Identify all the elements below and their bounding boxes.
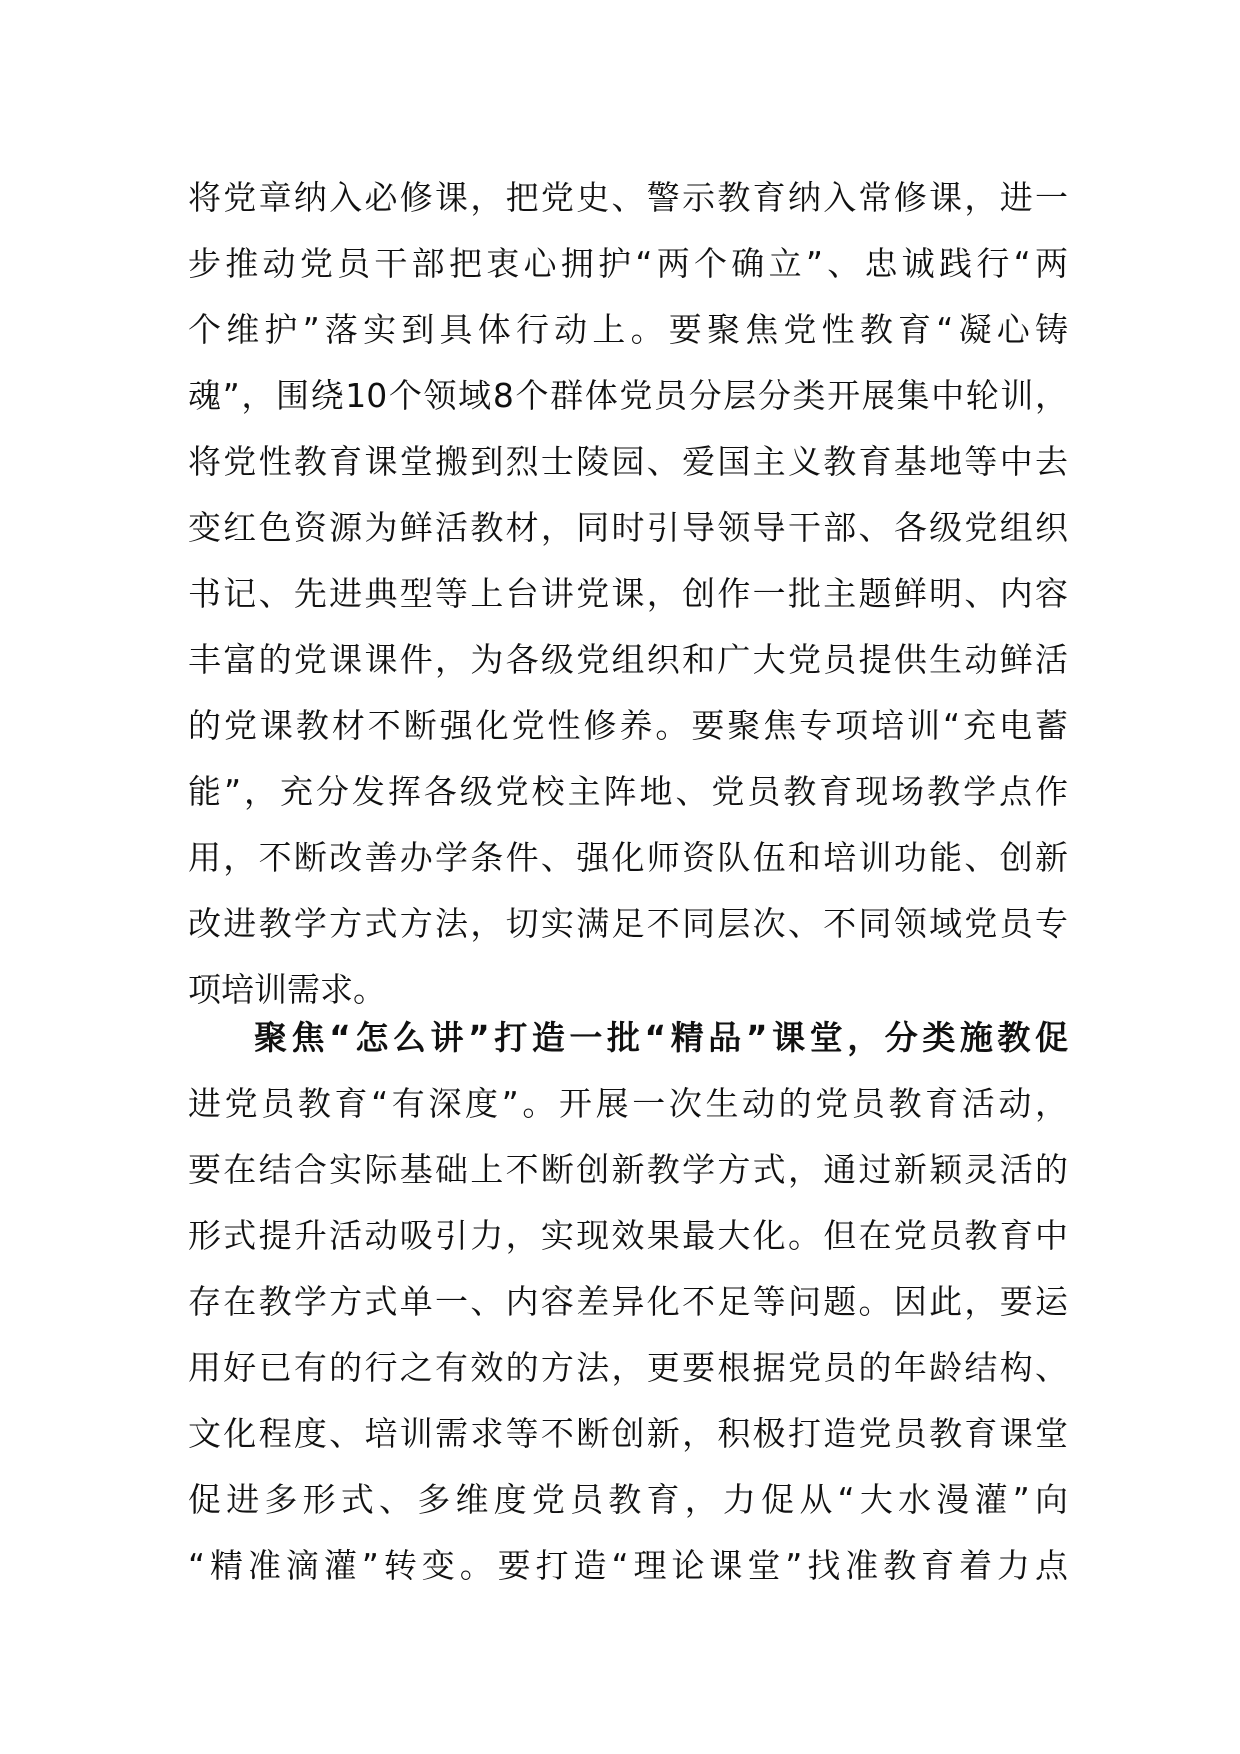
paragraph-heading-line: 聚焦“怎么讲”打造一批“精品”课堂，分类施教促: [254, 1018, 1068, 1057]
paragraph-line: 将党性教育课堂搬到烈士陵园、爱国主义教育基地等中去: [188, 442, 1068, 481]
paragraph-line: 步推动党员干部把衷心拥护“两个确立”、忠诚践行“两: [188, 244, 1068, 283]
paragraph-line: 书记、先进典型等上台讲党课，创作一批主题鲜明、内容: [188, 574, 1068, 613]
paragraph-line: “精准滴灌”转变。要打造“理论课堂”找准教育着力点: [188, 1546, 1068, 1585]
paragraph-line: 的党课教材不断强化党性修养。要聚焦专项培训“充电蓄: [188, 706, 1068, 745]
paragraph-line: 丰富的党课课件，为各级党组织和广大党员提供生动鲜活: [188, 640, 1068, 679]
paragraph-line: 进党员教育“有深度”。开展一次生动的党员教育活动，: [188, 1084, 1068, 1123]
paragraph-line: 能”，充分发挥各级党校主阵地、党员教育现场教学点作: [188, 772, 1068, 811]
paragraph-line: 个维护”落实到具体行动上。要聚焦党性教育“凝心铸: [188, 310, 1068, 349]
paragraph-line: 形式提升活动吸引力，实现效果最大化。但在党员教育中: [188, 1216, 1068, 1255]
paragraph-line: 存在教学方式单一、内容差异化不足等问题。因此，要运: [188, 1282, 1068, 1321]
paragraph-line: 文化程度、培训需求等不断创新，积极打造党员教育课堂: [188, 1414, 1068, 1453]
paragraph-2: [188, 1005, 1068, 1599]
paragraph-line: 用，不断改善办学条件、强化师资队伍和培训功能、创新: [188, 838, 1068, 877]
paragraph-line: 项培训需求。: [188, 970, 386, 1009]
paragraph-1: [188, 165, 1068, 1023]
paragraph-line: 将党章纳入必修课，把党史、警示教育纳入常修课，进一: [188, 178, 1068, 217]
paragraph-line: 促进多形式、多维度党员教育，力促从“大水漫灌”向: [188, 1480, 1068, 1519]
paragraph-line: 变红色资源为鲜活教材，同时引导领导干部、各级党组织: [188, 508, 1068, 547]
paragraph-line: 要在结合实际基础上不断创新教学方式，通过新颖灵活的: [188, 1150, 1068, 1189]
paragraph-line: 魂”，围绕10个领域8个群体党员分层分类开展集中轮训，: [188, 376, 1068, 415]
paragraph-line: 改进教学方式方法，切实满足不同层次、不同领域党员专: [188, 904, 1068, 943]
paragraph-line: 用好已有的行之有效的方法，更要根据党员的年龄结构、: [188, 1348, 1068, 1387]
